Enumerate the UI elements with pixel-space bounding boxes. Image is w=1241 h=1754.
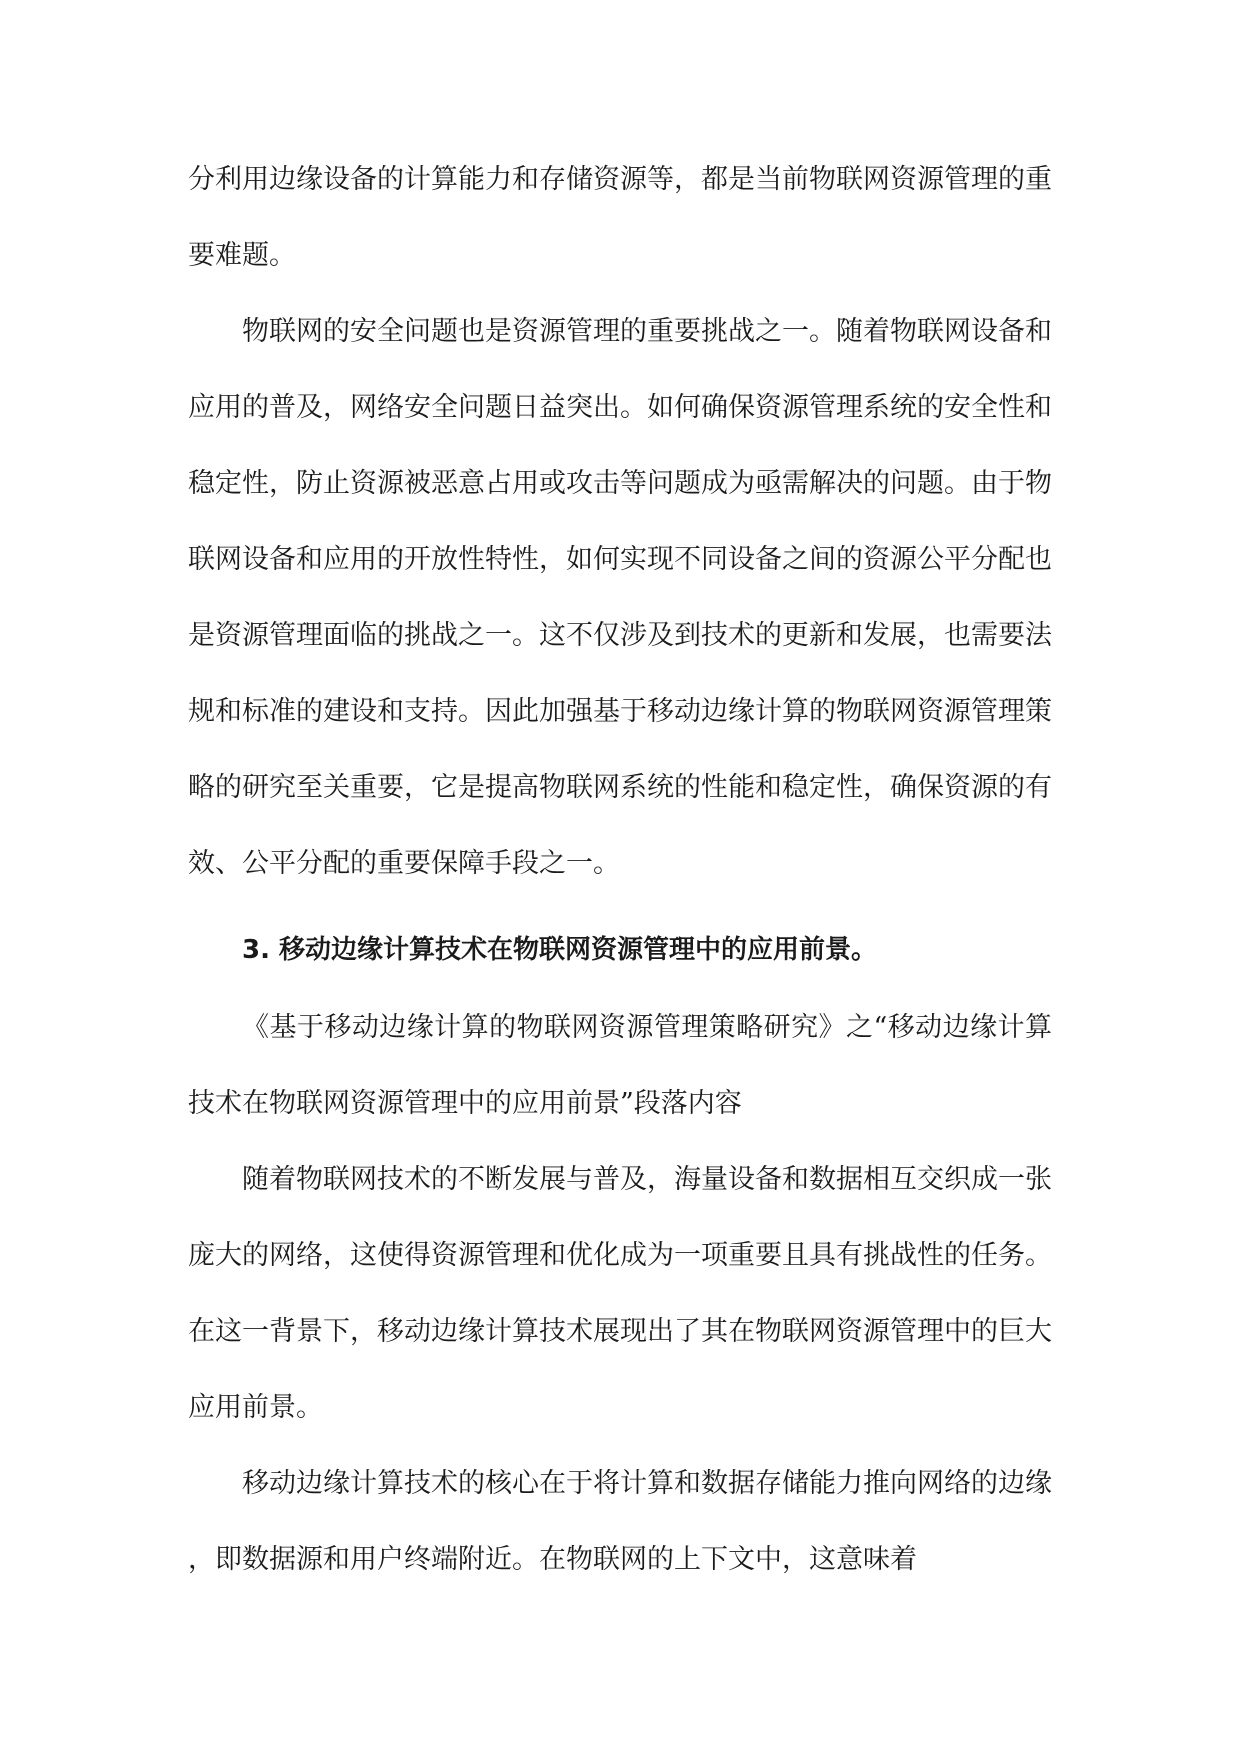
paragraph-mec-core: 移动边缘计算技术的核心在于将计算和数据存储能力推向网络的边缘，即数据源和用户终端附近。在物联网的上下文中，这意味着 — [188, 1468, 1052, 1575]
paragraph-section-intro: 《基于移动边缘计算的物联网资源管理策略研究》之“移动边缘计算技术在物联网资源管理中的应用前景”段落内容 — [188, 1012, 1052, 1119]
document-body — [188, 142, 1052, 1598]
paragraph-continuation: 分利用边缘设备的计算能力和存储资源等，都是当前物联网资源管理的重要难题。 — [188, 164, 1052, 271]
paragraph-security-challenges: 物联网的安全问题也是资源管理的重要挑战之一。随着物联网设备和应用的普及，网络安全问题日益突出。如何确保资源管理系统的安全性和稳定性，防止资源被恶意占用或攻击等问题成为亟需解决的问题。由于物联网设备和应用的开放性特性，如何实现不同设备之间的资源公平分配也是资源管理面临的挑战之一。这不仅涉及到技术的更新和发展，也需要法规和标准的建设和支持。因此加强基于移动边缘计算的物联网资源管理策略的研究至关重要，它是提高物联网系统的性能和稳定性，确保资源的有效、公平分配的重要保障手段之一。 — [188, 316, 1052, 879]
section-heading: 3. 移动边缘计算技术在物联网资源管理中的应用前景。 — [242, 935, 878, 965]
paragraph-iot-development: 随着物联网技术的不断发展与普及，海量设备和数据相互交织成一张庞大的网络，这使得资源管理和优化成为一项重要且具有挑战性的任务。在这一背景下，移动边缘计算技术展现出了其在物联网资源管理中的巨大应用前景。 — [188, 1164, 1052, 1423]
